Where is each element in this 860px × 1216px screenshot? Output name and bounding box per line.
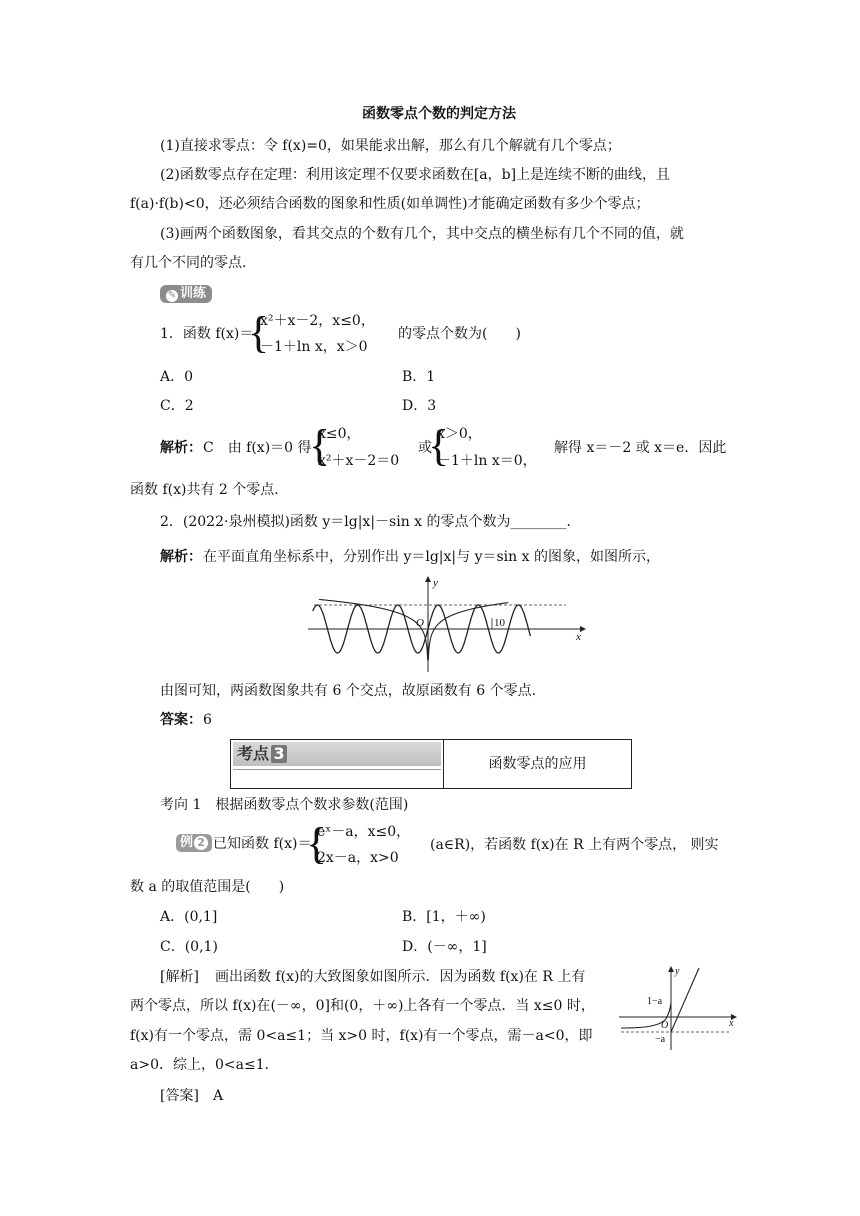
example-option-b: B．[1，＋∞) [402,909,486,925]
q1-suffix: 的零点个数为( ) [398,326,521,342]
example-prefix: 已知函数 f(x)＝ [213,836,312,852]
y-axis-label: y [433,577,438,589]
example-number: 2 [194,836,208,850]
example-line-2: 数 a 的取值范围是( ) [130,879,285,895]
pencil-icon: ✎ [167,290,177,301]
piecewise-graph [615,962,740,1052]
q1-option-c: C．2 [160,398,194,414]
kaodian-rule [233,769,441,770]
kaodian-left-cell [231,740,444,788]
example-case-2: 2x－a，x>0 [317,850,399,866]
example-condition: (a∈R)，若函数 f(x)在 R 上有两个零点， 则实 [430,837,719,853]
one-minus-a-label: 1−a [647,996,663,1007]
q1-option-a: A．0 [160,369,194,385]
method-2-line-1: (2)函数零点存在定理：利用该定理不仅要求函数在[a，b]上是连续不断的曲线，且 [160,167,671,183]
q1-solution-b: 解得 x＝－2 或 x＝e．因此 [554,440,727,456]
y-axis-arrow [668,966,674,972]
q1-system-2-a: x＞0， [437,426,482,442]
kaodian-label: 考点 3 [237,744,287,764]
method-1: (1)直接求零点：令 f(x)=0，如果能求出解，那么有几个解就有几个零点； [160,138,621,154]
example-solution-2: 两个零点，所以 f(x)在(－∞，0]和(0，＋∞)上各有一个零点．当 x≤0 时， [130,998,595,1014]
q2-solution: 在平面直角坐标系中，分别作出 y＝lg|x|与 y＝sin x 的图象，如图所示， [203,549,660,565]
kaoxiang-title: 考向 1 根据函数零点个数求参数(范围) [160,797,409,813]
q1-solution-a: C 由 f(x)＝0 得 [203,440,312,456]
q1-case-1: x²＋x－2，x≤0， [260,313,375,329]
example-answer: A [213,1088,224,1104]
q1-option-b: B．1 [402,369,436,385]
neg-a-label: −a [655,1034,666,1045]
practice-badge-label: 训练 [180,286,207,301]
practice-badge [160,285,212,303]
q1-system-2-brace: { [428,421,450,470]
q1-solution-c: 函数 f(x)共有 2 个零点． [130,482,289,498]
method-3-line-2: 有几个不同的零点． [130,255,256,271]
q1-case-2: －1＋ln x，x＞0 [260,339,368,355]
q2-stem: 2．(2022·泉州模拟)函数 y＝lg|x|－sin x 的零点个数为________． [160,514,581,530]
q2-conclusion: 由图可知，两函数图象共有 6 个交点，故原函数有 6 个零点． [160,683,546,699]
x-axis-label: x [729,1018,734,1029]
example-option-d: D．(－∞，1] [402,939,487,955]
q1-prefix: 1．函数 f(x)＝ [160,326,254,342]
example-solution-label: [解析] [160,969,199,985]
origin-label: O [416,617,424,629]
example-badge: 例 2 [176,834,212,852]
q1-solution-label: 解析： [160,440,202,456]
example-solution-3: f(x)有一个零点，需 0<a≤1；当 x>0 时，f(x)有一个零点，需－a<0，即 [130,1028,593,1044]
example-solution-4: a>0．综上，0<a≤1． [130,1057,279,1073]
q1-system-1-b: x²＋x－2＝0 [318,453,400,469]
x-axis-label: x [576,631,581,643]
y-axis-arrow [425,576,431,582]
method-2-line-2: f(a)·f(b)<0，还必须结合函数的图象和性质(如单调性)才能确定函数有多少个零点； [130,196,650,212]
x-axis-arrow [580,626,586,632]
origin-label: O [661,1020,669,1031]
q1-solution-or: 或 [418,440,432,456]
q1-system-1-a: x≤0， [318,426,361,442]
kaodian-number: 3 [271,745,287,763]
tick-10-label: 10 [494,617,505,629]
example-solution-1: 画出函数 f(x)的大致图象如图所示．因为函数 f(x)在 R 上有 [215,969,586,985]
q1-brace: { [248,308,270,357]
example-option-c: C．(0,1) [160,939,218,955]
kaodian-title: 函数零点的应用 [488,756,587,772]
method-3-line-1: (3)画两个函数图象，看其交点的个数有几个，其中交点的横坐标有几个不同的值，就 [160,226,684,242]
q1-system-2-b: －1＋ln x＝0， [437,453,537,469]
linear-branch [671,968,699,1032]
y-axis-label: y [675,966,680,977]
q2-answer: 6 [203,712,212,728]
kaodian-header [230,739,632,789]
example-option-a: A．(0,1] [160,909,218,925]
example-brace: { [306,819,328,868]
lg-sin-graph [300,574,590,674]
q1-system-1-brace: { [309,421,331,470]
section-title: 函数零点个数的判定方法 [362,106,516,122]
example-case-1: eˣ－a，x≤0， [317,824,411,840]
q2-solution-label: 解析： [160,549,202,565]
q2-answer-label: 答案： [160,712,202,728]
example-answer-label: [答案] [160,1088,199,1104]
q1-option-d: D．3 [402,398,437,414]
